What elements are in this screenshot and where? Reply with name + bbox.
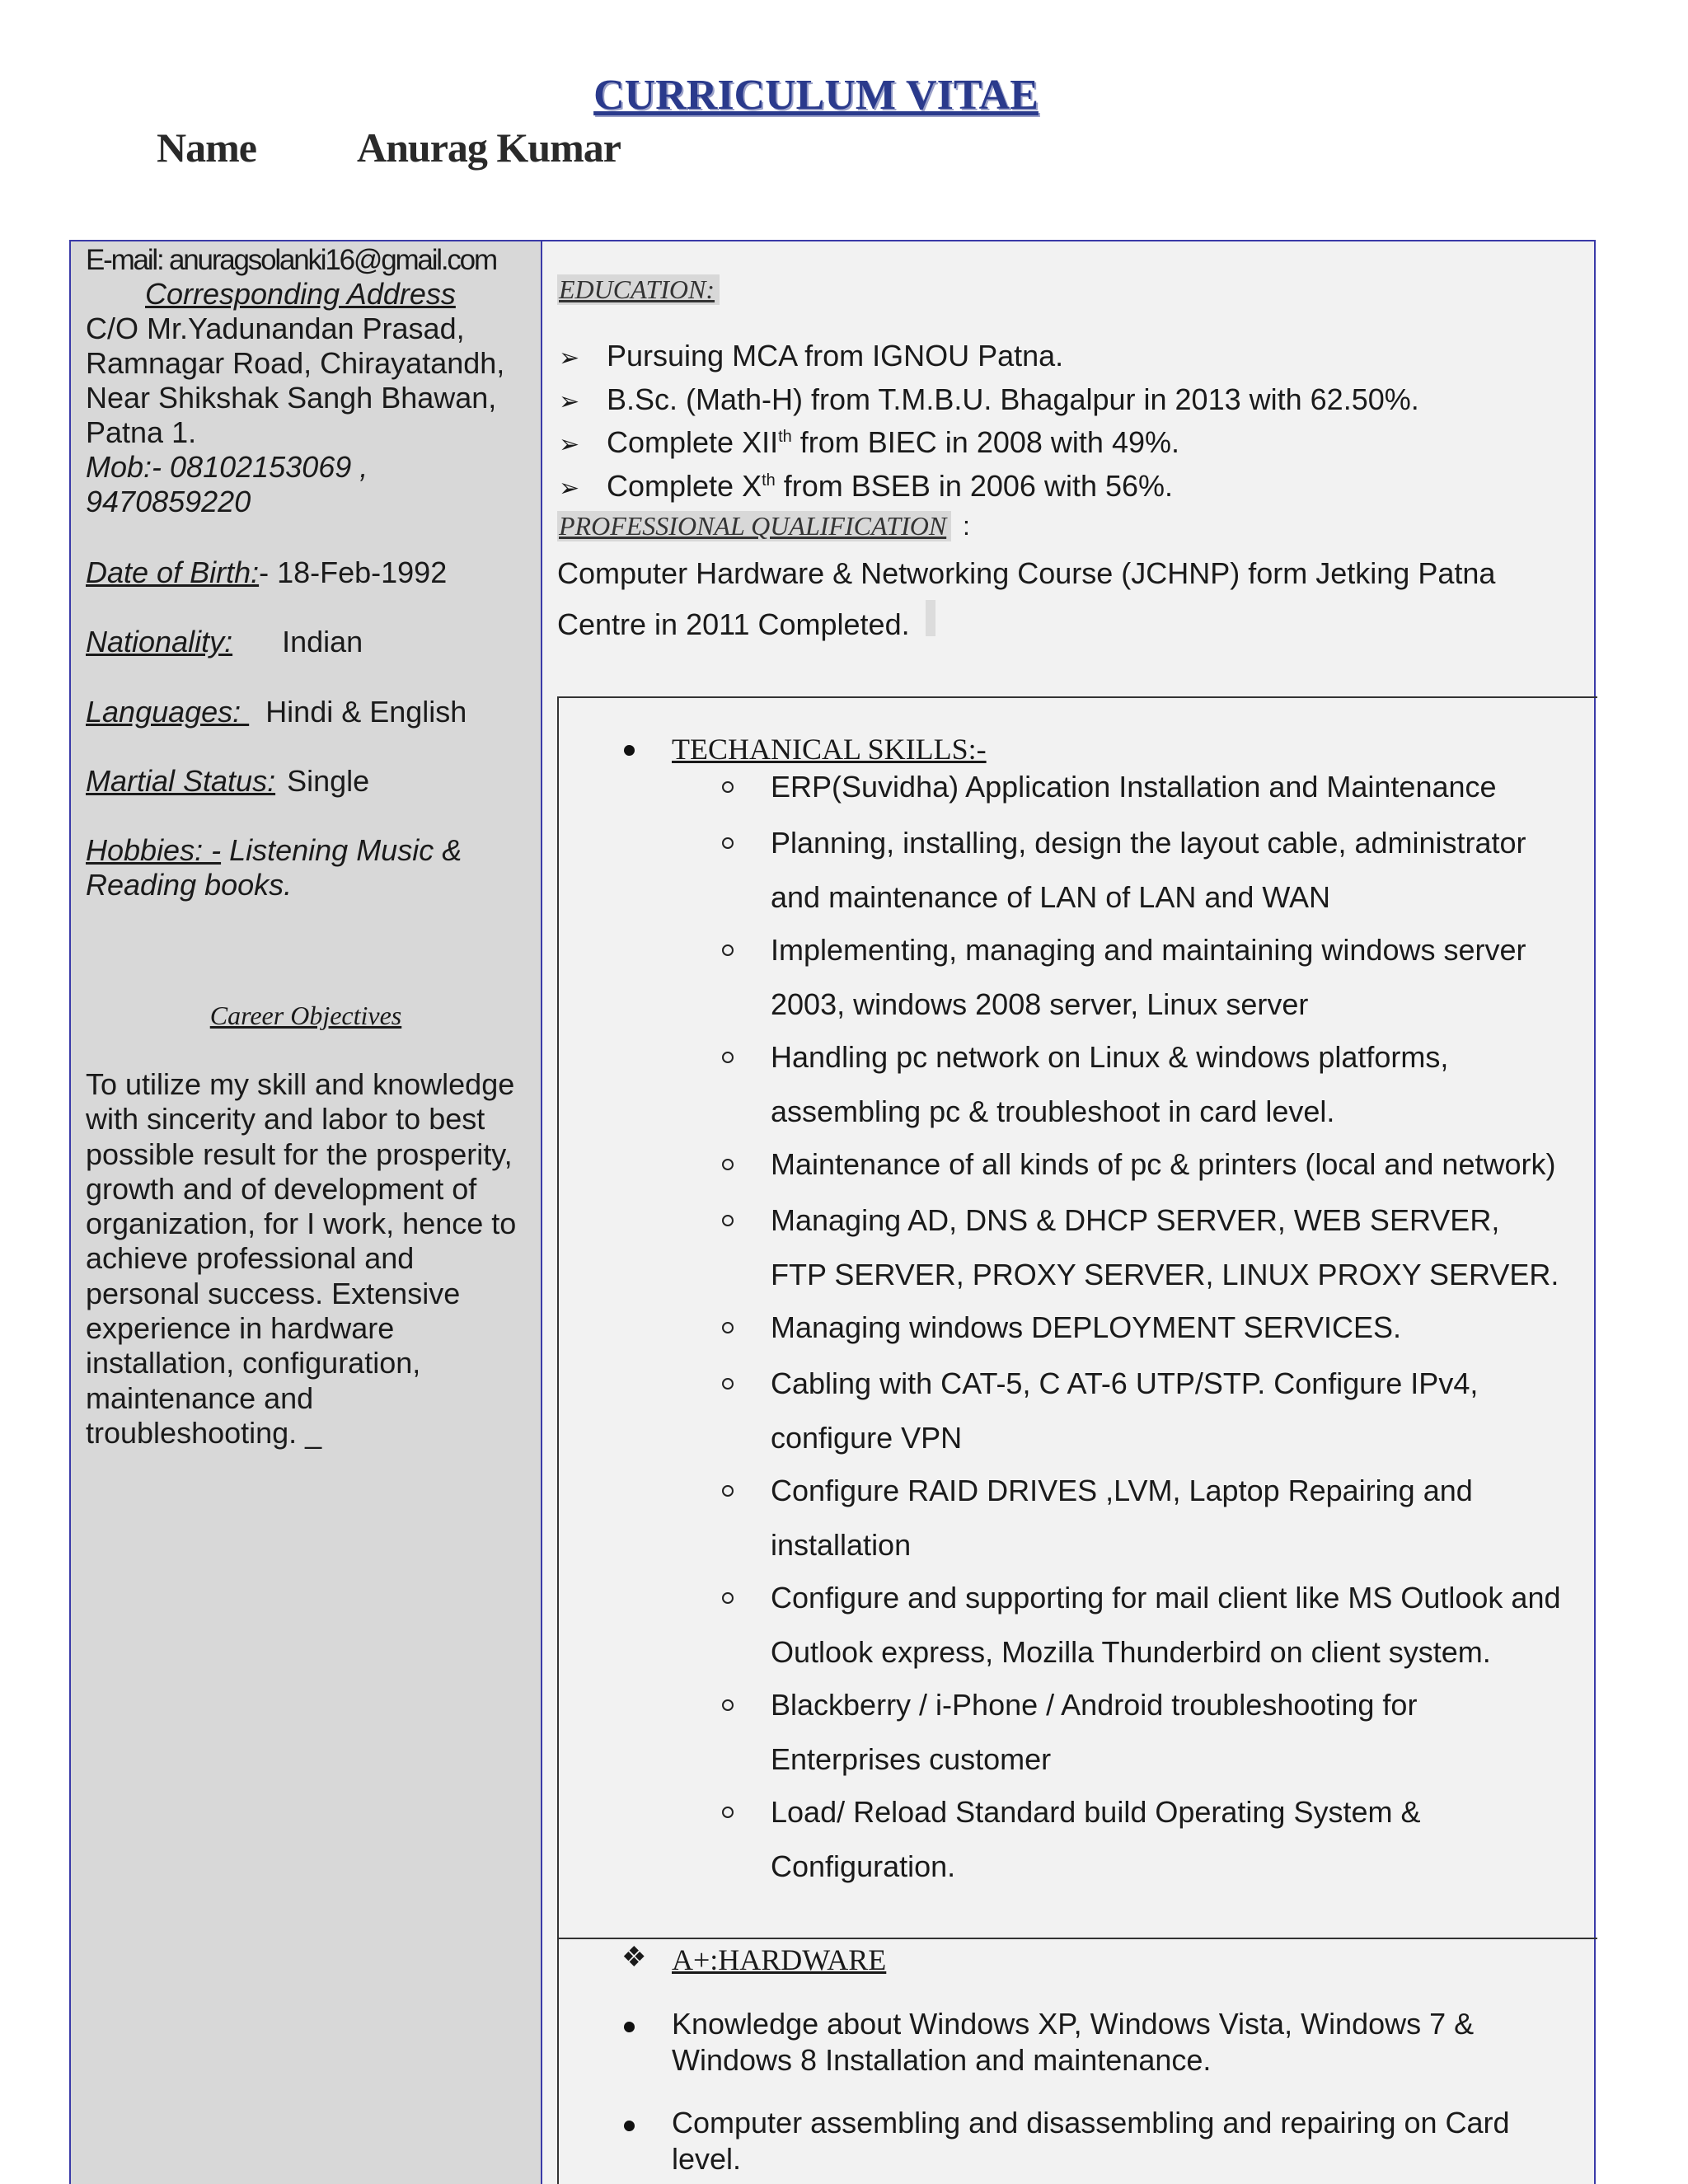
dob-value: - 18-Feb-1992 <box>259 555 448 589</box>
skill-line: Managing windows DEPLOYMENT SERVICES. <box>771 1310 1401 1344</box>
professional-line: Centre in 2011 Completed. <box>557 607 910 641</box>
career-objective-text: To utilize my skill and knowledge with sincerity and labor to best possible result for the prosperity, growth and of development of organization, for I work, hence to achieve professional and personal success. Extensive experience in hardware installation, configuration, maintenance and troubleshooting. _ <box>86 1067 517 1450</box>
address-block <box>86 312 504 450</box>
text-cursor-mark <box>926 600 935 636</box>
skill-line: ERP(Suvidha) Application Installation and Maintenance <box>771 770 1497 804</box>
skill-line: Outlook express, Mozilla Thunderbird on client system. <box>771 1635 1491 1669</box>
skill-line: and maintenance of LAN of LAN and WAN <box>771 880 1331 914</box>
hobbies-value-2: Reading books. <box>86 868 293 902</box>
circle-bullet-icon <box>722 1159 734 1170</box>
hardware-line: Windows 8 Installation and maintenance. <box>672 2043 1212 2077</box>
technical-skills-heading: TECHANICAL SKILLS:- <box>672 733 987 766</box>
arrow-bullet-icon: ➢ <box>559 388 580 415</box>
skill-line: FTP SERVER, PROXY SERVER, LINUX PROXY SERVER. <box>771 1258 1559 1291</box>
circle-bullet-icon <box>722 1699 734 1711</box>
education-text: B.Sc. (Math-H) from T.M.B.U. Bhagalpur in 2013 with 62.50%. <box>607 382 1419 416</box>
address-line: Ramnagar Road, Chirayatandh, <box>86 346 505 380</box>
languages-label: Languages: <box>86 695 250 729</box>
address-heading: Corresponding Address <box>145 277 456 311</box>
skill-item <box>771 1030 1448 1139</box>
skill-item <box>771 1357 1478 1465</box>
mobile-line: 9470859220 <box>86 485 251 518</box>
education-item <box>559 469 1173 504</box>
circle-bullet-icon <box>722 1592 734 1604</box>
diamond-bullet-icon: ❖ <box>621 1942 647 1973</box>
marital-row <box>86 764 369 799</box>
education-item <box>559 339 1063 373</box>
skill-item <box>771 1301 1401 1355</box>
skill-line: Enterprises customer <box>771 1742 1052 1776</box>
hardware-line: level. <box>672 2142 742 2176</box>
professional-line: Computer Hardware & Networking Course (JCHNP) form Jetking Patna <box>557 556 1496 590</box>
hardware-heading: A+:HARDWARE <box>672 1943 887 1976</box>
skill-line: 2003, windows 2008 server, Linux server <box>771 987 1309 1021</box>
education-sup: th <box>778 428 792 446</box>
skill-item <box>771 1464 1473 1572</box>
professional-text <box>557 548 1495 650</box>
arrow-bullet-icon: ➢ <box>559 344 580 372</box>
address-line: Patna 1. <box>86 415 197 449</box>
circle-bullet-icon <box>722 837 734 849</box>
skill-line: installation <box>771 1528 912 1562</box>
bullet-dot-icon <box>624 2121 635 2131</box>
skill-line: assembling pc & troubleshoot in card level. <box>771 1094 1335 1128</box>
dob-label: Date of Birth: <box>86 555 260 589</box>
education-heading: EDUCATION: <box>557 274 720 305</box>
hardware-line: Knowledge about Windows XP, Windows Vista, Windows 7 & <box>672 2007 1475 2041</box>
marital-value: Single <box>287 764 370 798</box>
hardware-item <box>672 2006 1474 2079</box>
education-item <box>559 425 1179 460</box>
nationality-value: Indian <box>282 625 363 658</box>
nationality-label: Nationality: <box>86 625 233 658</box>
address-line: C/O Mr.Yadunandan Prasad, <box>86 312 465 345</box>
cv-title: CURRICULUM VITAE <box>593 72 1039 119</box>
professional-colon: : <box>963 511 970 541</box>
skill-line: Maintenance of all kinds of pc & printers (local and network) <box>771 1147 1556 1181</box>
circle-bullet-icon <box>722 1322 734 1333</box>
circle-bullet-icon <box>722 1807 734 1818</box>
skill-item <box>771 816 1526 925</box>
skill-line: Configuration. <box>771 1849 956 1883</box>
name-value: Anurag Kumar <box>357 124 621 171</box>
bullet-dot-icon <box>624 745 635 756</box>
skill-line: Configure and supporting for mail client like MS Outlook and <box>771 1581 1561 1615</box>
address-line: Near Shikshak Sangh Bhawan, <box>86 381 497 415</box>
bullet-dot-icon <box>624 2022 635 2032</box>
education-text: Pursuing MCA from IGNOU Patna. <box>607 339 1064 373</box>
dob-row <box>86 555 447 590</box>
skill-item <box>771 1571 1561 1680</box>
skill-line: Cabling with CAT-5, C AT-6 UTP/STP. Configure IPv4, <box>771 1366 1479 1400</box>
skill-item <box>771 1785 1420 1894</box>
skill-line: configure VPN <box>771 1421 963 1455</box>
hobbies-row <box>86 833 462 902</box>
skill-item <box>771 1193 1559 1302</box>
career-heading: Career Objectives <box>209 1001 402 1030</box>
education-text: from BSEB in 2006 with 56%. <box>775 469 1174 503</box>
circle-bullet-icon <box>722 1485 734 1497</box>
skill-line: Handling pc network on Linux & windows platforms, <box>771 1040 1449 1074</box>
arrow-bullet-icon: ➢ <box>559 475 580 502</box>
skill-line: Planning, installing, design the layout cable, administrator <box>771 826 1526 860</box>
skill-line: Configure RAID DRIVES ,LVM, Laptop Repairing and <box>771 1474 1473 1507</box>
languages-row <box>86 695 467 729</box>
skill-line: Managing AD, DNS & DHCP SERVER, WEB SERVER, <box>771 1203 1500 1237</box>
skill-line: Load/ Reload Standard build Operating System & <box>771 1795 1421 1829</box>
mobile-block <box>86 450 368 519</box>
marital-label: Martial Status: <box>86 764 276 798</box>
skill-item <box>771 923 1526 1032</box>
hobbies-label: Hobbies: - <box>86 833 222 867</box>
circle-bullet-icon <box>722 1215 734 1226</box>
circle-bullet-icon <box>722 1378 734 1390</box>
education-text: Complete XII <box>607 425 779 459</box>
nationality-row <box>86 625 363 659</box>
mobile-line: Mob:- 08102153069 , <box>86 450 368 484</box>
arrow-bullet-icon: ➢ <box>559 431 580 458</box>
name-label: Name <box>157 124 256 171</box>
email-text: E-mail: anuragsolanki16@gmail.com <box>86 244 496 276</box>
hardware-line: Computer assembling and disassembling and repairing on Card <box>672 2106 1510 2139</box>
circle-bullet-icon <box>722 1052 734 1063</box>
education-item <box>559 382 1419 417</box>
skill-item <box>771 1137 1555 1192</box>
education-text: from BIEC in 2008 with 49%. <box>791 425 1179 459</box>
skill-item <box>771 760 1497 814</box>
skill-item <box>771 1678 1417 1787</box>
skill-line: Implementing, managing and maintaining windows server <box>771 933 1526 967</box>
hardware-item <box>672 2105 1510 2177</box>
languages-value: Hindi & English <box>265 695 467 729</box>
professional-heading: PROFESSIONAL QUALIFICATION <box>557 511 951 541</box>
hobbies-value: Listening Music & <box>221 833 462 867</box>
circle-bullet-icon <box>722 781 734 793</box>
education-sup: th <box>762 471 776 490</box>
education-text: Complete X <box>607 469 762 503</box>
skill-line: Blackberry / i-Phone / Android troubleshooting for <box>771 1688 1418 1722</box>
circle-bullet-icon <box>722 944 734 956</box>
